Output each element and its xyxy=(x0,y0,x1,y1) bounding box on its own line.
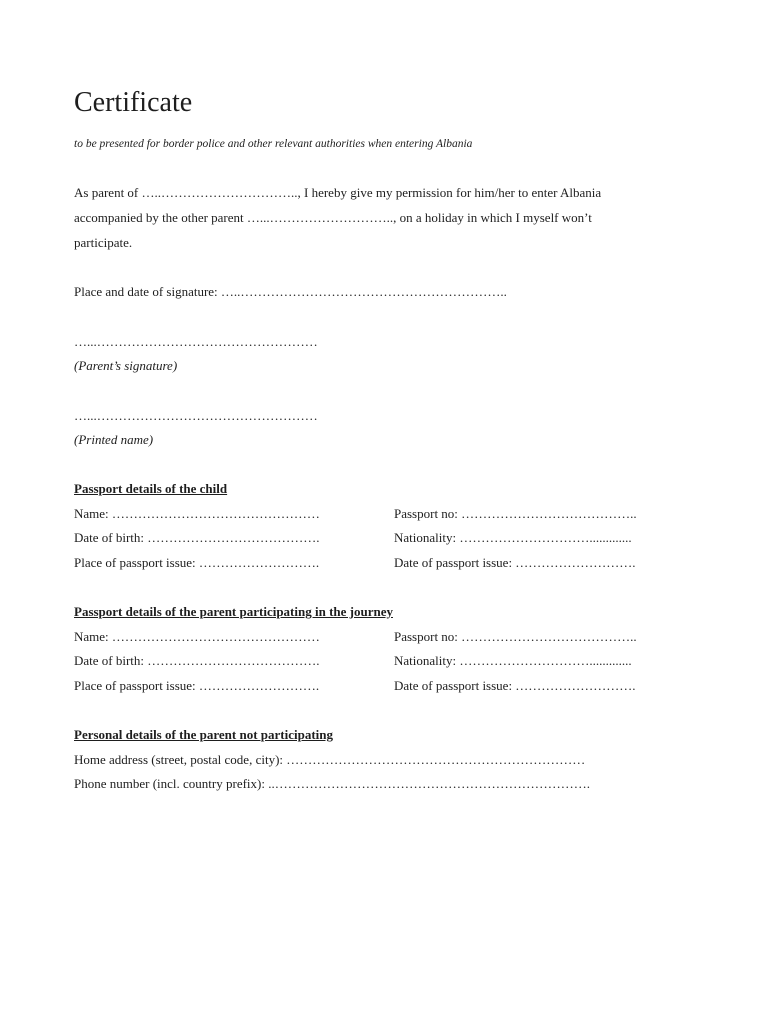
subtitle: to be presented for border police and other relevant authorities when entering Albania xyxy=(74,138,473,150)
parent-passport-heading: Passport details of the parent participating in the journey xyxy=(74,604,393,619)
child-passport-no-field: Passport no: ………………………………….. xyxy=(394,506,637,521)
child-dob-field: Date of birth: …………………………………. xyxy=(74,530,320,545)
printed-name-label: (Printed name) xyxy=(74,432,154,447)
phone-number-field: Phone number (incl. country prefix): ..………………………………………………………………. xyxy=(74,776,590,791)
absent-parent-heading: Personal details of the parent not participating xyxy=(74,727,334,742)
page-title: Certificate xyxy=(74,87,193,118)
parent-passport-no-field: Passport no: ………………………………….. xyxy=(394,629,637,644)
parent-nationality-field: Nationality: …………………………............. xyxy=(394,653,632,668)
child-passport-heading: Passport details of the child xyxy=(74,481,228,496)
permission-line-2: accompanied by the other parent …...……………………….., on a holiday in which I myself won’t xyxy=(74,210,592,225)
permission-line-3: participate. xyxy=(74,235,133,250)
child-date-issue-field: Date of passport issue: ………………………. xyxy=(394,555,636,570)
parent-name-field: Name: ………………………………………… xyxy=(74,629,320,644)
parent-place-issue-field: Place of passport issue: ………………………. xyxy=(74,678,320,693)
parent-signature-dots: …...…………………………………………… xyxy=(74,334,318,349)
home-address-field: Home address (street, postal code, city): …………………………………………………………… xyxy=(74,752,586,767)
parent-dob-field: Date of birth: …………………………………. xyxy=(74,653,320,668)
printed-name-dots: …...…………………………………………… xyxy=(74,408,318,423)
child-place-issue-field: Place of passport issue: ………………………. xyxy=(74,555,320,570)
parent-date-issue-field: Date of passport issue: ………………………. xyxy=(394,678,636,693)
child-nationality-field: Nationality: …………………………............. xyxy=(394,530,632,545)
place-date-signature: Place and date of signature: …..…………………………………………………….. xyxy=(74,284,507,299)
permission-line-1: As parent of …..………………………….., I hereby give my permission for him/her to enter Albania xyxy=(74,185,602,200)
child-name-field: Name: ………………………………………… xyxy=(74,506,320,521)
parent-signature-label: (Parent’s signature) xyxy=(74,358,178,373)
